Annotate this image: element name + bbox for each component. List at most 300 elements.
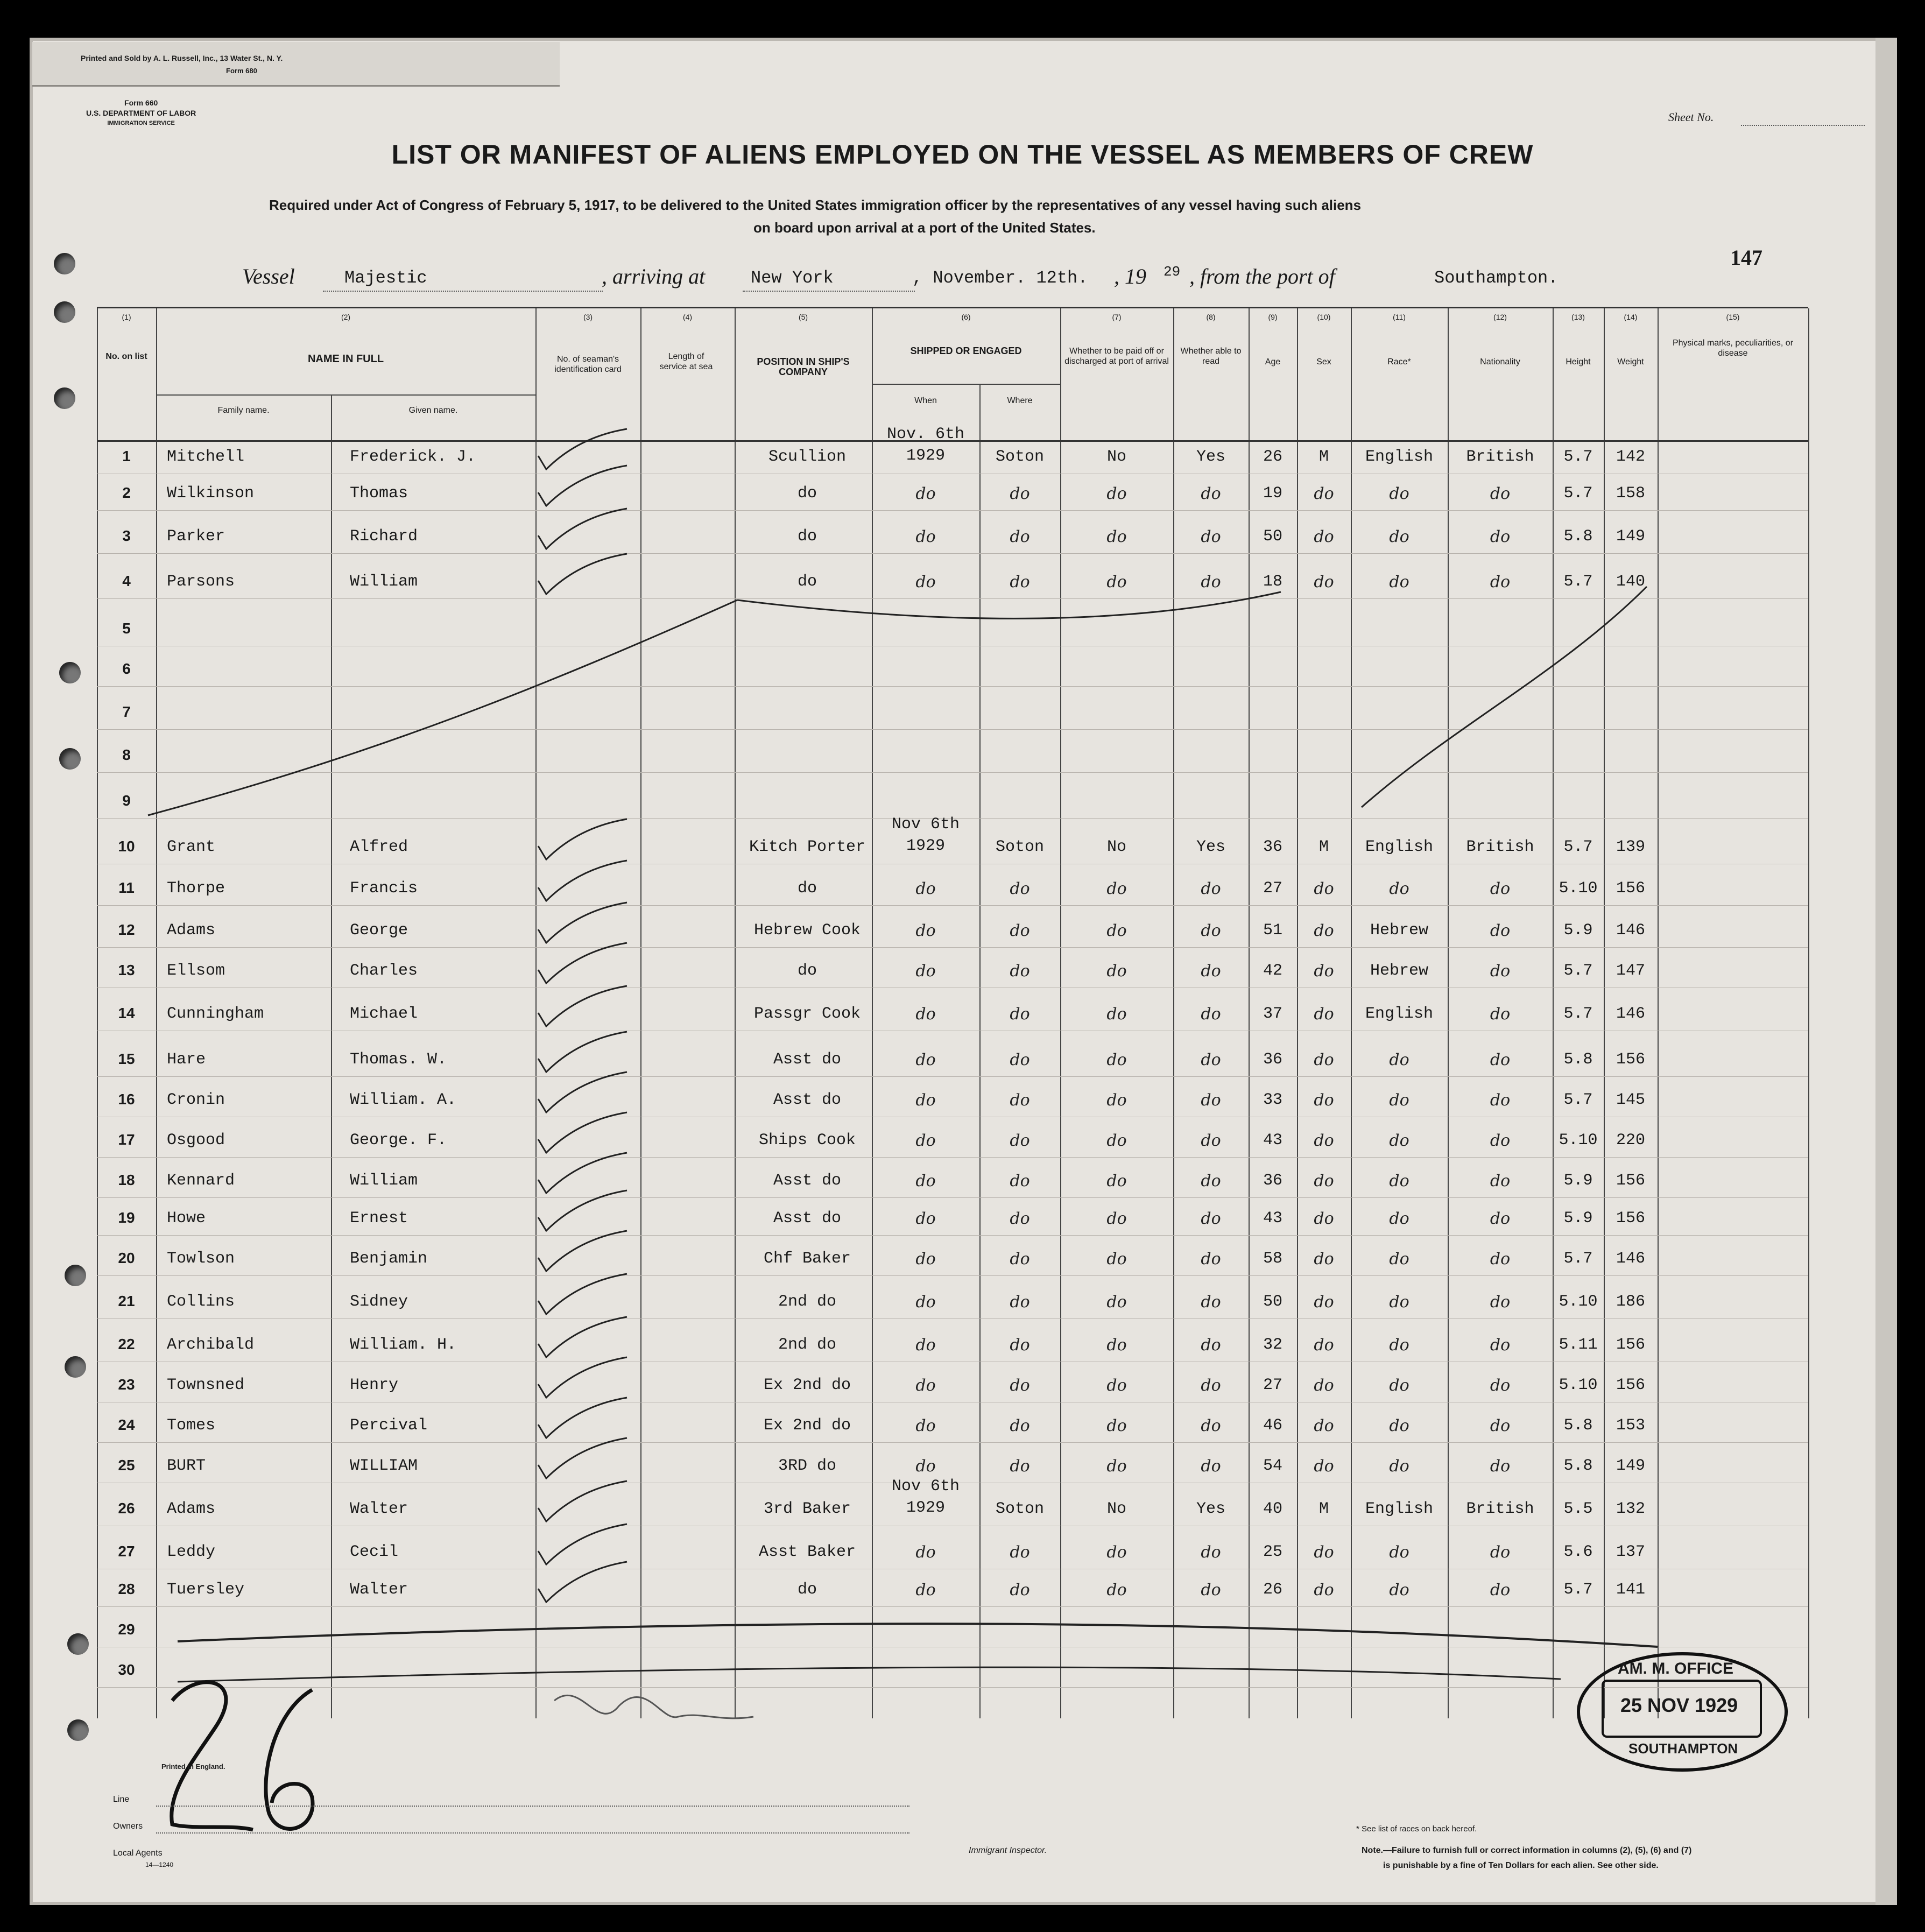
- cell-position: Ships Cook: [758, 1131, 856, 1150]
- cell-weight: 149: [1616, 1457, 1645, 1475]
- row-number: 19: [118, 1209, 135, 1226]
- cell-sex: do: [1314, 1336, 1334, 1355]
- cell-race: do: [1389, 1543, 1409, 1562]
- cell-paid: do: [1106, 1543, 1127, 1562]
- col-header-shipped: SHIPPED OR ENGAGED: [910, 345, 1022, 356]
- cell-when: do: [915, 484, 936, 503]
- cell-family: Adams: [167, 921, 216, 940]
- cell-age: 27: [1263, 1376, 1282, 1394]
- cell-where: do: [1010, 879, 1030, 898]
- cell-height: 5.8: [1563, 1457, 1593, 1475]
- cell-age: 36: [1263, 838, 1282, 856]
- row-number: 6: [122, 660, 131, 677]
- cell-race: do: [1389, 1457, 1409, 1476]
- cell-sex: do: [1314, 1005, 1334, 1024]
- cell-family: Grant: [167, 838, 216, 856]
- cell-when: do: [915, 1293, 936, 1311]
- row-number: 3: [122, 527, 131, 544]
- cell-read: do: [1201, 1005, 1221, 1024]
- cell-when: do: [915, 1543, 936, 1562]
- cell-race: do: [1389, 1172, 1409, 1190]
- footer-agents-label: Local Agents: [113, 1849, 163, 1858]
- cell-height: 5.7: [1563, 448, 1593, 466]
- col-number: (14): [1624, 313, 1638, 321]
- cell-age: 46: [1263, 1416, 1282, 1435]
- cell-given: William. A.: [350, 1091, 457, 1109]
- cell-position: 3rd Baker: [763, 1500, 851, 1518]
- cell-position: 2nd do: [778, 1336, 837, 1354]
- cell-weight: 140: [1616, 573, 1645, 591]
- cell-read: do: [1201, 1131, 1221, 1150]
- cell-nat: do: [1490, 484, 1511, 503]
- row-number: 4: [122, 573, 131, 589]
- cell-height: 5.10: [1559, 1131, 1598, 1150]
- cell-when: do: [915, 1376, 936, 1395]
- cell-race: do: [1389, 1581, 1409, 1599]
- cell-position: do: [797, 962, 817, 980]
- cell-where: do: [1010, 1416, 1030, 1435]
- cell-when: do: [915, 1005, 936, 1024]
- row-number: 21: [118, 1293, 135, 1309]
- footer-line-field: [156, 1806, 909, 1807]
- row-number: 8: [122, 746, 131, 763]
- cell-position: Scullion: [768, 448, 847, 466]
- cell-where: do: [1010, 1209, 1030, 1228]
- col-header-sex: Sex: [1316, 357, 1331, 366]
- cell-position: Kitch Porter: [749, 838, 866, 856]
- cell-paid: do: [1106, 527, 1127, 546]
- cell-weight: 139: [1616, 838, 1645, 856]
- cell-race: do: [1389, 484, 1409, 503]
- departure-port: Southampton.: [1434, 268, 1559, 288]
- col-number: (5): [798, 313, 808, 321]
- cell-family: Mitchell: [167, 448, 245, 466]
- row-number: 26: [118, 1500, 135, 1517]
- cell-where: Soton: [995, 448, 1044, 466]
- cell-read: do: [1201, 1250, 1221, 1268]
- col-number: (1): [122, 313, 131, 321]
- cell-height: 5.7: [1563, 1091, 1593, 1109]
- cell-sex: do: [1314, 1457, 1334, 1476]
- cell-nat: do: [1490, 1250, 1511, 1268]
- col-header-physical: Physical marks, peculiarities, or disease: [1672, 339, 1794, 358]
- cell-race: do: [1389, 527, 1409, 546]
- cell-weight: 156: [1616, 1172, 1645, 1190]
- cell-race: do: [1389, 1091, 1409, 1110]
- cell-read: Yes: [1196, 838, 1225, 856]
- col-number: (13): [1571, 313, 1585, 321]
- cell-given: Sidney: [350, 1293, 408, 1311]
- form-top-label: Form 680: [226, 67, 257, 75]
- cell-sex: do: [1314, 1172, 1334, 1190]
- subtitle-line-1: Required under Act of Congress of February 5, 1917, to be delivered to the United States immigration officer by the representatives of any vessel having such aliens: [269, 197, 1362, 213]
- cell-paid: do: [1106, 1293, 1127, 1311]
- col-header-nationality: Nationality: [1480, 357, 1520, 366]
- cell-read: do: [1201, 962, 1221, 981]
- col-header-when: When: [914, 396, 937, 405]
- footer-owners-label: Owners: [113, 1822, 143, 1831]
- cell-where: do: [1010, 921, 1030, 940]
- cell-height: 5.5: [1563, 1500, 1593, 1518]
- cell-sex: do: [1314, 1543, 1334, 1562]
- cell-sex: do: [1314, 1091, 1334, 1110]
- cell-read: do: [1201, 1172, 1221, 1190]
- cell-given: George. F.: [350, 1131, 447, 1150]
- cell-family: Hare: [167, 1050, 206, 1069]
- cell-age: 26: [1263, 1581, 1282, 1599]
- cell-sex: do: [1314, 1416, 1334, 1435]
- cell-when: do: [915, 1050, 936, 1069]
- cell-when: do: [915, 1091, 936, 1110]
- cell-nat: do: [1490, 1376, 1511, 1395]
- cell-where: do: [1010, 1091, 1030, 1110]
- cell-height: 5.7: [1563, 838, 1593, 856]
- cell-given: Michael: [350, 1005, 418, 1023]
- cell-race: do: [1389, 1050, 1409, 1069]
- cell-given: Walter: [350, 1581, 408, 1599]
- note-line-1: Note.—Failure to furnish full or correct information in columns (2), (5), (6) and (7): [1362, 1846, 1692, 1855]
- cell-nat: do: [1490, 879, 1511, 898]
- col-header-race: Race*: [1387, 357, 1411, 366]
- cell-family: Leddy: [167, 1543, 216, 1561]
- cell-family: Thorpe: [167, 879, 225, 898]
- cell-race: do: [1389, 1293, 1409, 1311]
- cell-height: 5.6: [1563, 1543, 1593, 1561]
- cell-weight: 156: [1616, 1209, 1645, 1228]
- cell-when: do: [915, 1172, 936, 1190]
- cell-weight: 146: [1616, 921, 1645, 940]
- cell-given: Thomas. W.: [350, 1050, 447, 1069]
- cell-when: do: [915, 1209, 936, 1228]
- cell-read: do: [1201, 527, 1221, 546]
- cell-nat: British: [1466, 838, 1534, 856]
- cell-race: English: [1365, 838, 1434, 856]
- cell-family: Kennard: [167, 1172, 235, 1190]
- cell-height: 5.8: [1563, 1050, 1593, 1069]
- cell-paid: do: [1106, 1416, 1127, 1435]
- cell-read: do: [1201, 1209, 1221, 1228]
- cell-sex: do: [1314, 1581, 1334, 1599]
- cell-paid: do: [1106, 921, 1127, 940]
- cell-nat: do: [1490, 1457, 1511, 1476]
- cell-when: do: [915, 962, 936, 981]
- cell-family: Osgood: [167, 1131, 225, 1150]
- cell-height: 5.9: [1563, 1172, 1593, 1190]
- cell-paid: do: [1106, 1209, 1127, 1228]
- cell-where: do: [1010, 1543, 1030, 1562]
- end-rule: [178, 1667, 1561, 1682]
- cell-sex: do: [1314, 1293, 1334, 1311]
- cell-where: do: [1010, 484, 1030, 503]
- cell-when: do: [915, 527, 936, 546]
- cell-nat: do: [1490, 1293, 1511, 1311]
- arrival-date: , November. 12th.: [912, 268, 1088, 288]
- races-note: * See list of races on back hereof.: [1356, 1824, 1477, 1834]
- col-number: (11): [1393, 313, 1406, 321]
- cell-weight: 137: [1616, 1543, 1645, 1561]
- col-header-name: NAME IN FULL: [307, 353, 384, 365]
- cell-family: Towlson: [167, 1250, 235, 1268]
- cell-height: 5.10: [1559, 879, 1598, 898]
- cell-height: 5.7: [1563, 1005, 1593, 1023]
- vessel-name: Majestic: [344, 268, 427, 288]
- cell-read: do: [1201, 1091, 1221, 1110]
- row-number: 14: [118, 1005, 135, 1021]
- col-number: (9): [1268, 313, 1278, 321]
- cell-race: do: [1389, 879, 1409, 898]
- cell-where: do: [1010, 1050, 1030, 1069]
- cell-age: 36: [1263, 1172, 1282, 1190]
- cell-read: do: [1201, 1050, 1221, 1069]
- cell-when: Nov 6th 1929: [891, 815, 960, 855]
- cell-where: Soton: [995, 1500, 1044, 1518]
- cell-paid: No: [1106, 1500, 1126, 1518]
- cell-family: Collins: [167, 1293, 235, 1311]
- printed-in-england: Printed in England.: [161, 1762, 225, 1771]
- cell-given: William: [350, 573, 418, 591]
- footer-form-code: 14—1240: [145, 1861, 174, 1868]
- cell-given: William. H.: [350, 1336, 457, 1354]
- cell-age: 43: [1263, 1209, 1282, 1228]
- cell-nat: do: [1490, 1091, 1511, 1110]
- cell-read: do: [1201, 879, 1221, 898]
- col-header-no: No. on list: [105, 352, 147, 361]
- cell-height: 5.9: [1563, 1209, 1593, 1228]
- cell-given: George: [350, 921, 408, 940]
- cell-where: do: [1010, 1336, 1030, 1355]
- cell-age: 54: [1263, 1457, 1282, 1475]
- cell-family: Archibald: [167, 1336, 255, 1354]
- cell-weight: 146: [1616, 1250, 1645, 1268]
- col-header-service: Length of service at sea: [659, 352, 713, 371]
- cell-nat: do: [1490, 1581, 1511, 1599]
- cell-position: 2nd do: [778, 1293, 837, 1311]
- cell-nat: do: [1490, 1336, 1511, 1355]
- note-line-2: is punishable by a fine of Ten Dollars for each alien. See other side.: [1383, 1861, 1659, 1870]
- col-number: (15): [1726, 313, 1740, 321]
- cell-position: Asst do: [773, 1050, 842, 1069]
- row-number: 24: [118, 1416, 135, 1433]
- cell-where: do: [1010, 1250, 1030, 1268]
- cell-family: Townsned: [167, 1376, 245, 1394]
- cell-when: do: [915, 1250, 936, 1268]
- col-header-position: POSITION IN SHIP'S COMPANY: [757, 356, 850, 377]
- end-rule: [178, 1624, 1658, 1647]
- printer-note: Printed and Sold by A. L. Russell, Inc., 13 Water St., N. Y.: [81, 54, 283, 62]
- row-number: 27: [118, 1543, 135, 1560]
- cell-family: Cunningham: [167, 1005, 264, 1023]
- cell-family: Tomes: [167, 1416, 216, 1435]
- page-number: 147: [1730, 245, 1762, 270]
- cell-position: do: [797, 879, 817, 898]
- cell-weight: 146: [1616, 1005, 1645, 1023]
- cell-nat: British: [1466, 1500, 1534, 1518]
- cell-when: do: [915, 1336, 936, 1355]
- cell-sex: M: [1318, 838, 1329, 856]
- row-number: 25: [118, 1457, 135, 1473]
- cell-paid: do: [1106, 1172, 1127, 1190]
- page-title: LIST OR MANIFEST OF ALIENS EMPLOYED ON THE VESSEL AS MEMBERS OF CREW: [391, 139, 1534, 170]
- year-prefix: , 19: [1114, 264, 1146, 288]
- cell-paid: do: [1106, 879, 1127, 898]
- cell-height: 5.7: [1563, 1581, 1593, 1599]
- cell-where: do: [1010, 1457, 1030, 1476]
- row-number: 17: [118, 1131, 135, 1148]
- cell-given: Percival: [350, 1416, 428, 1435]
- cell-height: 5.10: [1559, 1376, 1598, 1394]
- cell-age: 27: [1263, 879, 1282, 898]
- cell-given: Benjamin: [350, 1250, 428, 1268]
- cell-nat: do: [1490, 1005, 1511, 1024]
- cell-nat: do: [1490, 1050, 1511, 1069]
- cell-given: Frederick. J.: [350, 448, 476, 466]
- vessel-label: Vessel: [242, 264, 295, 288]
- cell-weight: 147: [1616, 962, 1645, 980]
- cell-read: do: [1201, 1457, 1221, 1476]
- cell-given: Ernest: [350, 1209, 408, 1228]
- cell-race: do: [1389, 1250, 1409, 1268]
- col-number: (4): [682, 313, 693, 321]
- col-header-weight: Weight: [1617, 357, 1644, 366]
- cell-sex: M: [1318, 1500, 1329, 1518]
- cell-weight: 149: [1616, 527, 1645, 546]
- cell-weight: 142: [1616, 448, 1645, 466]
- cell-weight: 186: [1616, 1293, 1645, 1311]
- cell-weight: 156: [1616, 879, 1645, 898]
- cell-sex: do: [1314, 921, 1334, 940]
- cell-age: 37: [1263, 1005, 1282, 1023]
- arriving-label: , arriving at: [602, 264, 706, 288]
- col-number: (3): [583, 313, 593, 321]
- cell-where: do: [1010, 1131, 1030, 1150]
- cell-sex: M: [1318, 448, 1329, 466]
- cell-read: do: [1201, 921, 1221, 940]
- cell-nat: do: [1490, 1172, 1511, 1190]
- cell-given: William: [350, 1172, 418, 1190]
- cell-nat: do: [1490, 527, 1511, 546]
- cell-read: Yes: [1196, 1500, 1225, 1518]
- cell-where: do: [1010, 1005, 1030, 1024]
- row-number: 20: [118, 1250, 135, 1266]
- cell-nat: do: [1490, 962, 1511, 981]
- row-number: 23: [118, 1376, 135, 1393]
- void-line-left: [148, 600, 737, 815]
- year-suffix: 29: [1164, 264, 1181, 280]
- cell-nat: do: [1490, 1416, 1511, 1435]
- cell-age: 19: [1263, 484, 1282, 503]
- cell-position: Asst do: [773, 1209, 842, 1228]
- cell-read: do: [1201, 1416, 1221, 1435]
- cell-paid: do: [1106, 1581, 1127, 1599]
- cell-paid: do: [1106, 1250, 1127, 1268]
- row-number: 29: [118, 1621, 135, 1638]
- cell-given: Charles: [350, 962, 418, 980]
- cell-position: Asst Baker: [758, 1543, 856, 1561]
- col-header-age: Age: [1265, 357, 1281, 366]
- cell-paid: do: [1106, 573, 1127, 591]
- cell-nat: do: [1490, 921, 1511, 940]
- col-number: (7): [1112, 313, 1122, 321]
- cell-height: 5.10: [1559, 1293, 1598, 1311]
- form-number: Form 660: [124, 98, 158, 107]
- row-number: 9: [122, 792, 131, 809]
- cell-given: Thomas: [350, 484, 408, 503]
- row-number: 18: [118, 1172, 135, 1188]
- cell-position: Asst do: [773, 1172, 842, 1190]
- cell-sex: do: [1314, 1376, 1334, 1395]
- cell-nat: do: [1490, 1209, 1511, 1228]
- row-number: 2: [122, 484, 131, 501]
- cell-nat: do: [1490, 1131, 1511, 1150]
- cell-where: Soton: [995, 838, 1044, 856]
- cell-read: do: [1201, 1581, 1221, 1599]
- cell-paid: do: [1106, 1005, 1127, 1024]
- cell-given: Francis: [350, 879, 418, 898]
- stamp-date: 25 NOV 1929: [1620, 1694, 1738, 1716]
- cell-read: do: [1201, 573, 1221, 591]
- cell-position: Ex 2nd do: [763, 1416, 851, 1435]
- cell-family: Parsons: [167, 573, 235, 591]
- col-header-family: Family name.: [217, 406, 270, 415]
- sheet-number-label: Sheet No.: [1668, 110, 1714, 124]
- cell-nat: do: [1490, 1543, 1511, 1562]
- row-number: 22: [118, 1336, 135, 1352]
- cell-nat: British: [1466, 448, 1534, 466]
- digit-2: [172, 1682, 253, 1830]
- cell-read: do: [1201, 1543, 1221, 1562]
- cell-family: Wilkinson: [167, 484, 255, 503]
- cell-height: 5.11: [1559, 1336, 1598, 1354]
- cell-position: Asst do: [773, 1091, 842, 1109]
- subtitle-line-2: on board upon arrival at a port of the United States.: [753, 220, 1096, 236]
- cell-sex: do: [1314, 573, 1334, 591]
- footer-owners-field: [156, 1832, 909, 1834]
- footer-line-label: Line: [113, 1795, 130, 1804]
- stamp-office: AM. M. OFFICE: [1618, 1660, 1733, 1677]
- cell-race: do: [1389, 1131, 1409, 1150]
- cell-sex: do: [1314, 879, 1334, 898]
- cell-when: do: [915, 1416, 936, 1435]
- inspector-signature: [554, 1695, 753, 1718]
- cell-height: 5.7: [1563, 1250, 1593, 1268]
- cell-when: do: [915, 879, 936, 898]
- cell-read: do: [1201, 484, 1221, 503]
- cell-paid: do: [1106, 1131, 1127, 1150]
- cell-height: 5.8: [1563, 527, 1593, 546]
- cell-age: 42: [1263, 962, 1282, 980]
- cell-paid: do: [1106, 484, 1127, 503]
- row-number: 5: [122, 620, 131, 637]
- row-number: 15: [118, 1050, 135, 1067]
- cell-position: Chf Baker: [763, 1250, 851, 1268]
- cell-race: Hebrew: [1370, 962, 1429, 980]
- cell-family: Cronin: [167, 1091, 225, 1109]
- cell-when: do: [915, 573, 936, 591]
- cell-paid: do: [1106, 962, 1127, 981]
- cell-read: do: [1201, 1376, 1221, 1395]
- col-number: (6): [961, 313, 971, 321]
- cell-age: 58: [1263, 1250, 1282, 1268]
- cell-read: do: [1201, 1293, 1221, 1311]
- cell-where: do: [1010, 962, 1030, 981]
- cell-when: do: [915, 1581, 936, 1599]
- cell-race: English: [1365, 1005, 1434, 1023]
- cell-nat: do: [1490, 573, 1511, 591]
- cell-given: WILLIAM: [350, 1457, 418, 1475]
- cell-race: do: [1389, 1336, 1409, 1355]
- cell-given: Richard: [350, 527, 418, 546]
- cell-weight: 145: [1616, 1091, 1645, 1109]
